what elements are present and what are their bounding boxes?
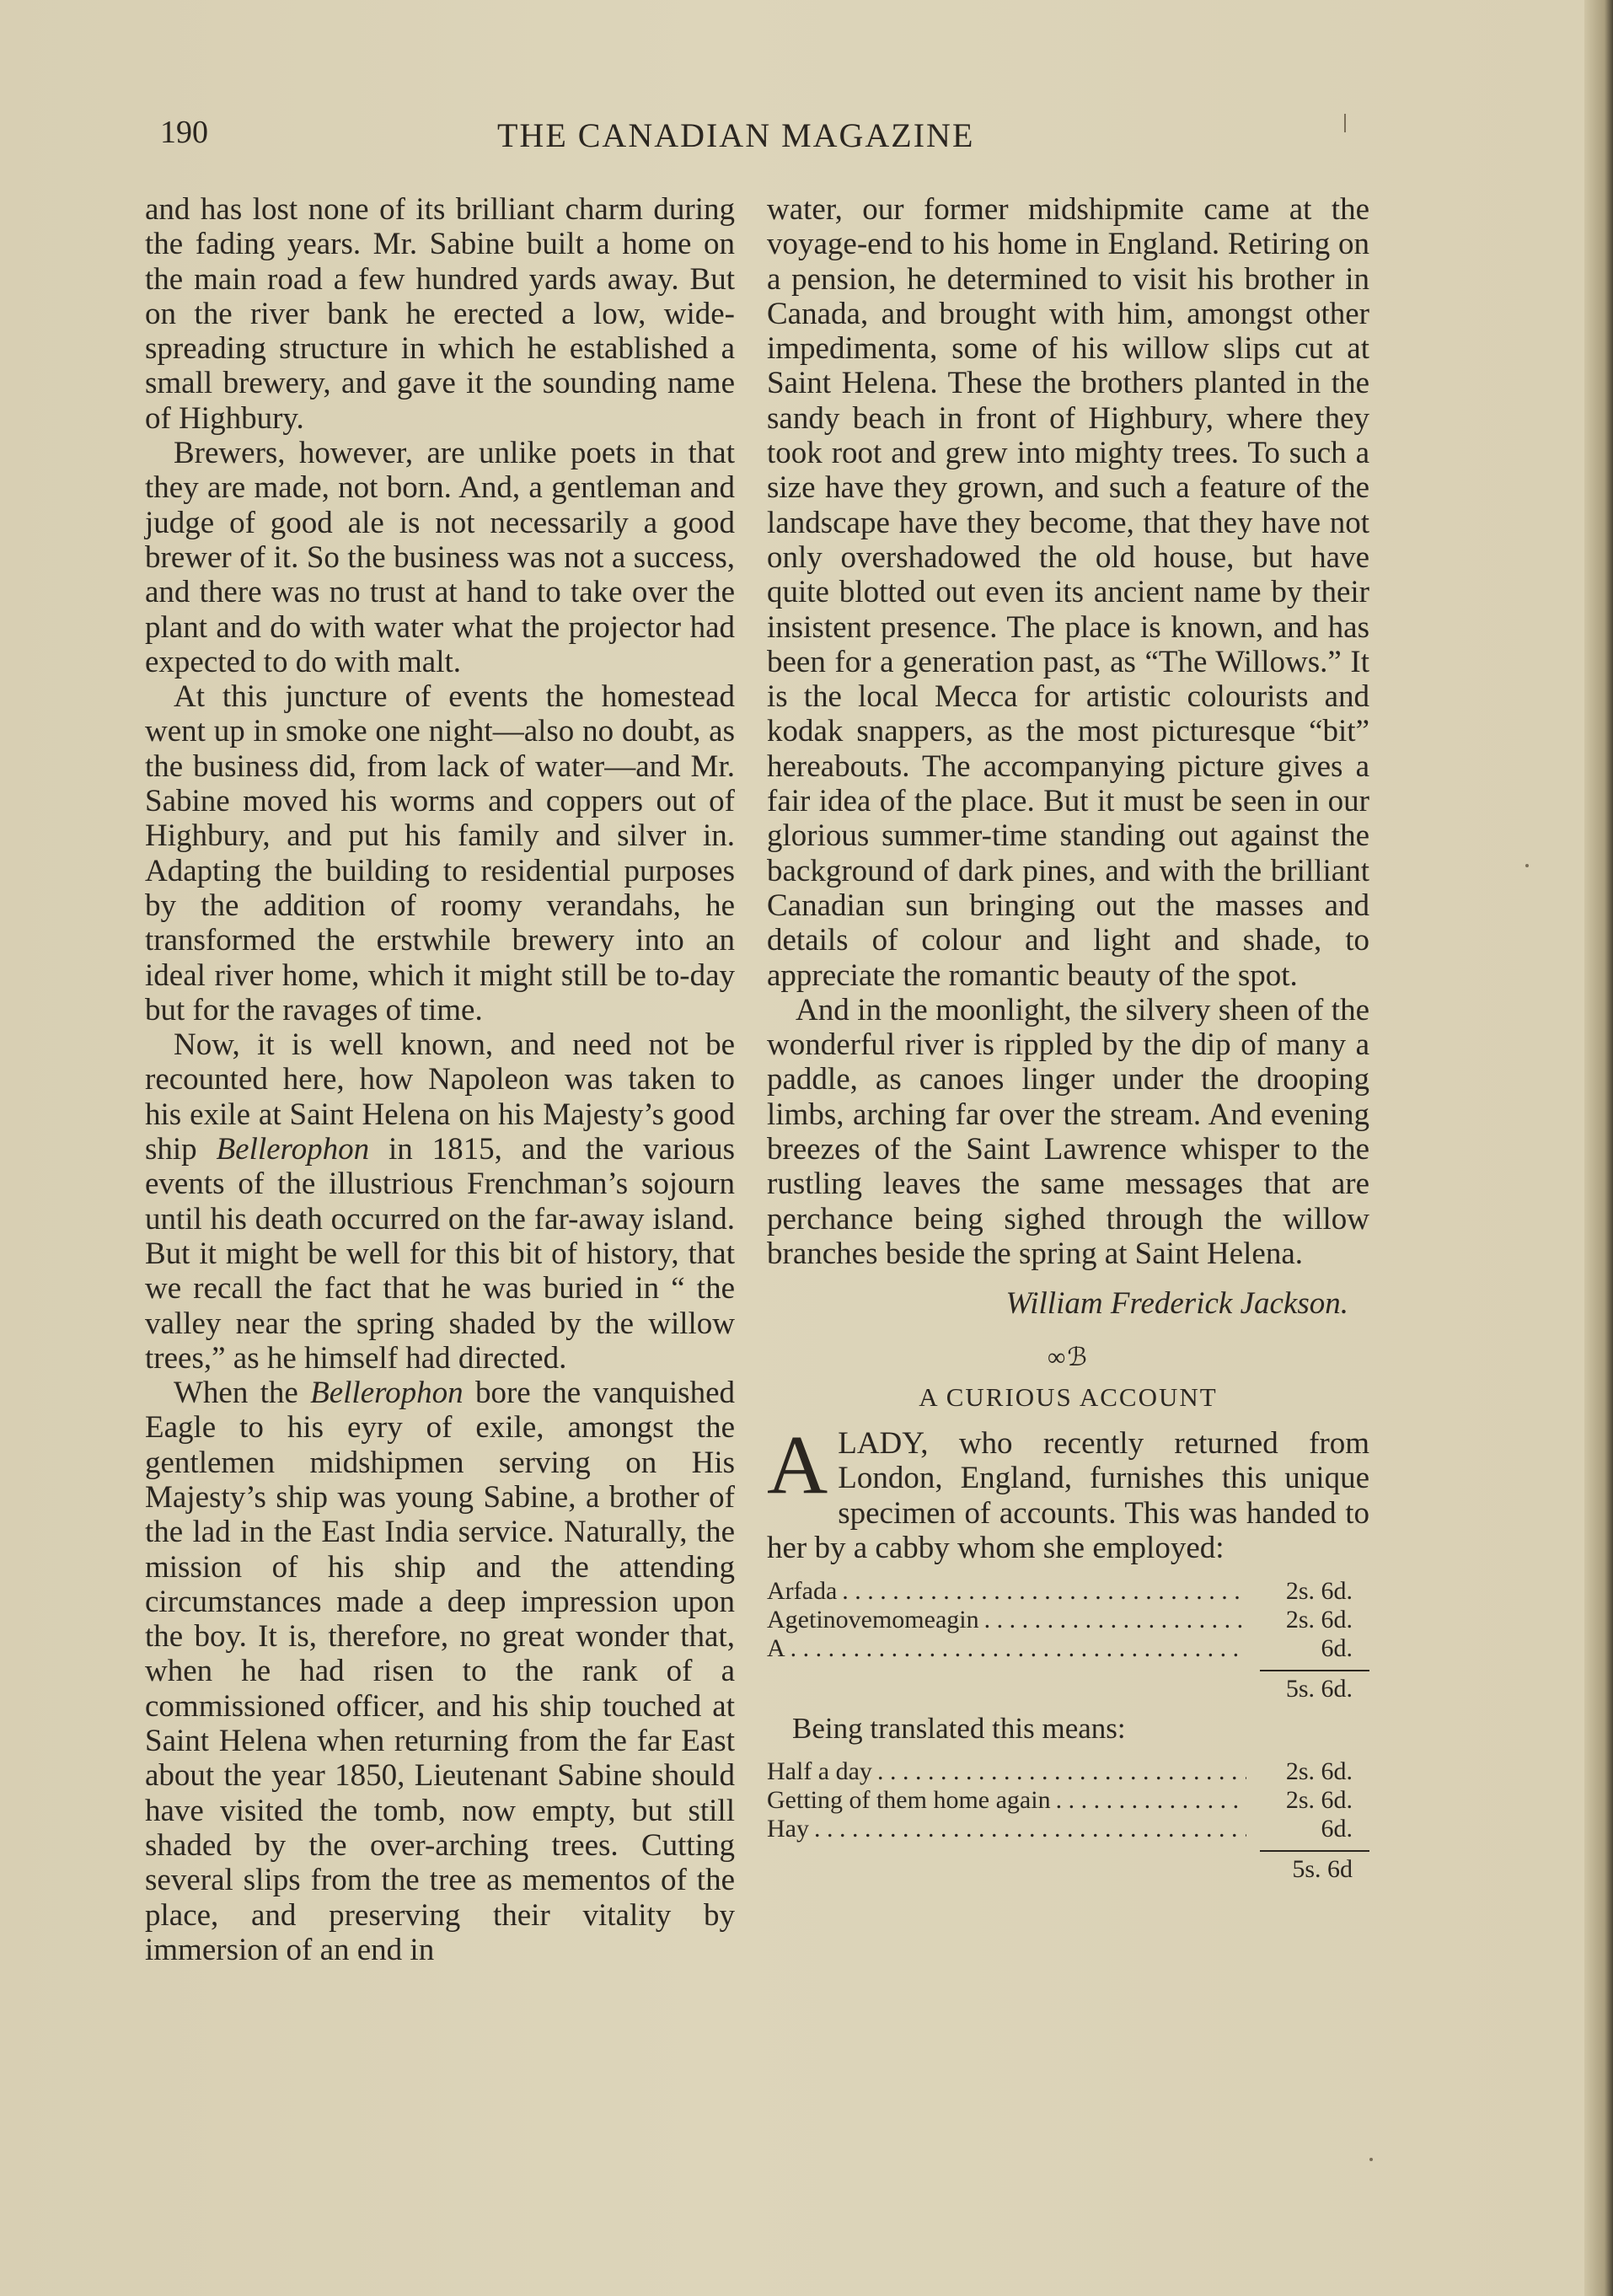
- account-amount: 6d.: [1321, 1634, 1353, 1663]
- paragraph: At this juncture of events the homestead went up in smoke one night—also no doubt, as the business did, from lack of water—and Mr. Sabine moved his worms and coppers out of Highbury, and put his family and silver in. Adapting the building to residential purposes by the addition of roomy verandahs, he transformed the erstwhile brewery into an ideal river home, which it might still be to-day but for the ravages of time.: [145, 679, 735, 1027]
- text-span: Now, it is well known, and need not be recounted here, how Napoleon was taken to his exile at Saint Helena on his Majesty’s good ship: [145, 1027, 735, 1167]
- account-row: [767, 1786, 1369, 1815]
- ship-name: Bellerophon: [216, 1132, 370, 1167]
- paper-mark: [1344, 114, 1346, 132]
- paragraph: and has lost none of its brilliant charm during the fading years. Mr. Sabine built a home on the main road a few hundred yards away. But on the river bank he erected a low, wide-spreading structure in which he established a small brewery, and gave it the sounding name of Highbury.: [145, 192, 735, 436]
- account-amount: 2s. 6d.: [1285, 1606, 1353, 1634]
- account-total: 5s. 6d: [1260, 1850, 1369, 1884]
- paragraph: And in the moonlight, the silvery sheen of the wonderful river is rippled by the dip of many a paddle, as canoes linger under the drooping limbs, arching far over the stream. And evening breezes of the Saint Lawrence whisper to the rustling leaves the same messages that are perchance being sighed through the willow branches beside the spring at Saint Helena.: [767, 992, 1369, 1271]
- ship-name: Bellerophon: [310, 1376, 464, 1411]
- account-total: 5s. 6d.: [1260, 1670, 1369, 1703]
- text-span: in 1815, and the various events of the illustrious Frenchman’s sojourn until his death occurred on the far-away island. But it might be well for this bit of history, that we recall the fact that he was buried in “ the valley near the spring shaded by the willow trees,” as he himself had directed.: [145, 1132, 735, 1376]
- dot-leader: [984, 1606, 1246, 1634]
- section-title: A CURIOUS ACCOUNT: [919, 1381, 1218, 1412]
- paragraph: [145, 1376, 735, 1967]
- paper-speck: [1369, 2158, 1373, 2161]
- account-original: [767, 1577, 1369, 1703]
- account-item: Hay: [767, 1815, 809, 1843]
- dot-leader: [1056, 1786, 1246, 1815]
- account-amount: 2s. 6d.: [1285, 1786, 1353, 1815]
- account-item: A: [767, 1634, 785, 1663]
- dot-leader: [842, 1577, 1246, 1606]
- account-row: [767, 1815, 1369, 1843]
- drop-cap: A: [767, 1418, 828, 1512]
- account-item: Half a day: [767, 1757, 872, 1786]
- account-row: [767, 1606, 1369, 1634]
- text-span: bore the vanquished Eagle to his eyry of exile, amongst the gentlemen midshipmen serving on His Majesty’s ship was young Sabine, a brother of the lad in the East India service. Naturally, the mission of his ship and the attending circumstances made a deep impression upon the boy. It is, therefore, no great wonder that, when he had risen to the rank of a commissioned officer, and his ship touched at Saint Helena when returning from the far East about the year 1850, Lieutenant Sabine should have visited the tomb, now empty, but still shaded by the over-arching trees. Cutting several slips from the tree as mementos of the place, and preserving their vitality by immersion of an end in: [145, 1376, 735, 1967]
- paragraph: Brewers, however, are unlike poets in that they are made, not born. And, a gentleman and judge of good ale is not necessarily a good brewer of it. So the business was not a success, and there was no trust at hand to take over the plant and do with water what the projector had expected to do with malt.: [145, 436, 735, 679]
- account-row: [767, 1634, 1369, 1663]
- paragraph: water, our former midshipmite came at the voyage-end to his home in England. Retiring on a pension, he determined to visit his brother in Canada, and brought with him, amongst other impedimenta, some of his willow slips cut at Saint Helena. These the brothers planted in the sandy beach in front of Highbury, where they took root and grew into mighty trees. To such a size have they grown, and such a feature of the landscape have they become, that they have not only overshadowed the old house, but have quite blotted out even its ancient name by their insistent presence. The place is known, and has been for a generation past, as “The Willows.” It is the local Mecca for artistic colourists and kodak snappers, as the most picturesque “bit” hereabouts. The accompanying picture gives a fair idea of the place. But it must be seen in our glorious summer-time standing out against the background of dark pines, and with the brilliant Canadian sun bringing out the masses and details of colour and light and shade, to appreciate the romantic beauty of the spot.: [767, 192, 1369, 993]
- text-span: LADY, who recently returned from London, England, furnishes this unique specimen of accounts. This was handed to her by a cabby whom she employed:: [767, 1426, 1369, 1565]
- account-item: Arfada: [767, 1577, 838, 1606]
- account-row: [767, 1577, 1369, 1606]
- account-amount: 2s. 6d.: [1285, 1577, 1353, 1606]
- paper-speck: [1525, 864, 1529, 867]
- dot-leader: [790, 1634, 1246, 1663]
- page-edge-shadow: [1584, 0, 1613, 2296]
- intro-paragraph: [767, 1418, 1369, 1565]
- right-column: [767, 192, 1369, 1892]
- paragraph: [145, 1027, 735, 1376]
- account-amount: 2s. 6d.: [1285, 1757, 1353, 1786]
- account-row: [767, 1757, 1369, 1786]
- page-number: 190: [160, 115, 208, 150]
- ornament-divider: ∞ℬ: [1048, 1343, 1089, 1371]
- running-title: THE CANADIAN MAGAZINE: [497, 116, 975, 154]
- dot-leader: [814, 1815, 1246, 1843]
- account-item: Agetinovemomeagin: [767, 1606, 979, 1634]
- account-amount: 6d.: [1321, 1815, 1353, 1843]
- left-column: [145, 192, 735, 1967]
- author-signature: William Frederick Jackson.: [1005, 1286, 1348, 1322]
- translation-intro: Being translated this means:: [792, 1712, 1126, 1746]
- text-span: When the: [174, 1376, 311, 1411]
- account-item: Getting of them home again: [767, 1786, 1051, 1815]
- dot-leader: [877, 1757, 1246, 1786]
- account-translated: [767, 1757, 1369, 1884]
- page-header: [160, 114, 1382, 164]
